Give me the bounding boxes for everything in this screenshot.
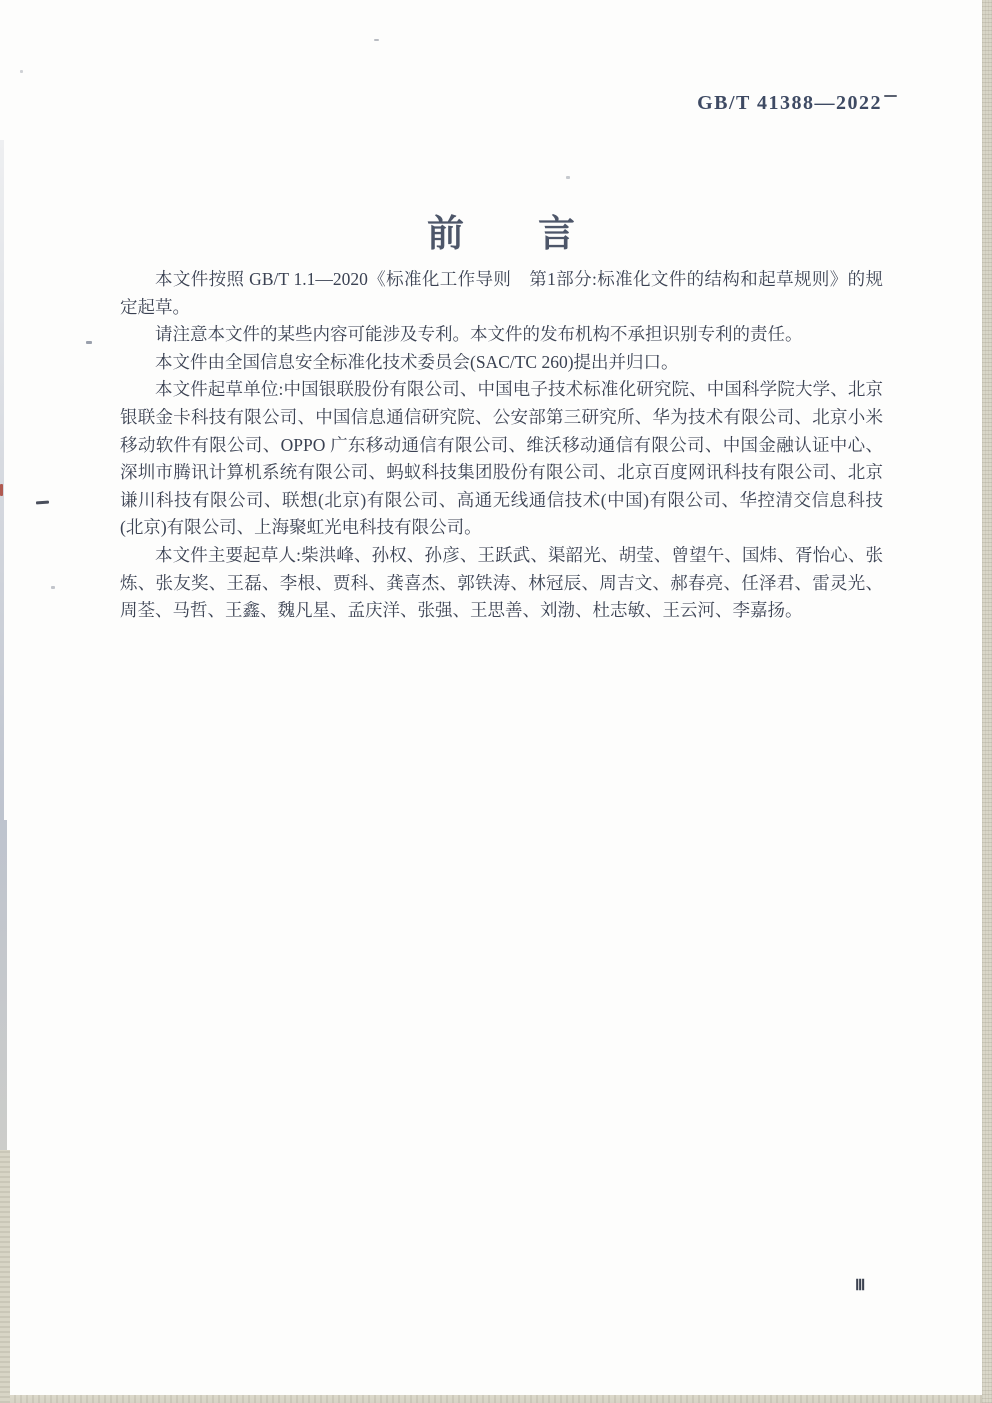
scan-artifact-speck (86, 341, 92, 344)
page-number: Ⅲ (855, 1278, 867, 1294)
scan-edge-bottom (8, 1395, 982, 1403)
scan-artifact-dash-header (884, 95, 897, 97)
foreword-body (120, 266, 883, 625)
paragraph-patent-notice: 请注意本文件的某些内容可能涉及专利。本文件的发布机构不承担识别专利的责任。 (155, 324, 803, 345)
scan-artifact-speck (20, 70, 23, 73)
scan-artifact-speck (374, 39, 379, 41)
scan-edge-left-bottom (0, 1150, 10, 1403)
scan-edge-right (982, 0, 992, 1403)
scan-edge-left-upper (0, 140, 4, 820)
scan-artifact-dash-left (36, 501, 49, 505)
page-title: 前 言 (427, 213, 575, 255)
scan-artifact-red-speck (0, 484, 3, 496)
paragraph-drafting-rules: 本文件按照 GB/T 1.1—2020《标准化工作导则 第1部分:标准化文件的结构和起草规则》的规定起草。 (120, 269, 883, 317)
standard-number: GB/T 41388—2022 (697, 92, 882, 114)
paragraph-committee: 本文件由全国信息安全标准化技术委员会(SAC/TC 260)提出并归口。 (155, 351, 679, 372)
scan-artifact-speck (51, 586, 55, 589)
paragraph-main-drafters: 本文件主要起草人:柴洪峰、孙权、孙彦、王跃武、渠韶光、胡莹、曾望午、国炜、胥怡心、张炼、张友奖、王磊、李根、贾科、龚喜杰、郭铁涛、林冠辰、周吉文、郝春亮、任泽君、雷灵光、周荃、马哲、王鑫、魏凡星、孟庆洋、张强、王思善、刘渤、杜志敏、王云河、李嘉扬。 (120, 544, 883, 621)
scan-artifact-speck (566, 176, 570, 179)
paragraph-drafting-units: 本文件起草单位:中国银联股份有限公司、中国电子技术标准化研究院、中国科学院大学、北京银联金卡科技有限公司、中国信息通信研究院、公安部第三研究所、华为技术有限公司、北京小米移动软件有限公司、OPPO 广东移动通信有限公司、维沃移动通信有限公司、中国金融认证中心、深圳市腾讯计算机系统有限公司、蚂蚁科技集团股份有限公司、北京百度网讯科技有限公司、北京谦川科技有限公司、联想(北京)有限公司、高通无线通信技术(中国)有限公司、华控清交信息科技(北京)有限公司、上海聚虹光电科技有限公司。 (120, 379, 883, 538)
